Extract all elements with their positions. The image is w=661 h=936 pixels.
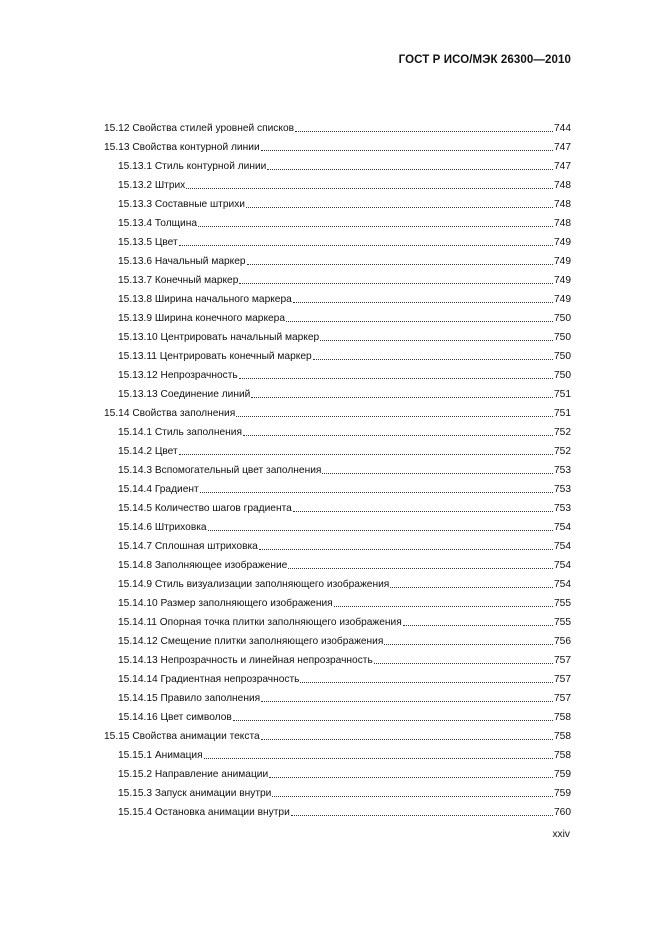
- toc-entry-title: 15.14.2 Цвет: [118, 446, 178, 457]
- toc-entry-page: 753: [554, 503, 571, 514]
- toc-dot-leader: [403, 624, 553, 626]
- toc-entry-page: 755: [554, 617, 571, 628]
- toc-entry-page: 758: [554, 750, 571, 761]
- toc-entry: [104, 781, 571, 800]
- toc-dot-leader: [233, 719, 553, 721]
- toc-dot-leader: [247, 263, 553, 265]
- toc-entry-title: 15.14.14 Градиентная непрозрачность: [118, 674, 300, 685]
- toc-entry-page: 747: [554, 161, 571, 172]
- toc-dot-leader: [186, 187, 553, 189]
- toc-dot-leader: [286, 320, 553, 322]
- toc-entry: [104, 458, 571, 477]
- toc-entry-page: 750: [554, 332, 571, 343]
- toc-dot-leader: [293, 301, 553, 303]
- toc-dot-leader: [390, 586, 553, 588]
- toc-entry: [104, 610, 571, 629]
- toc-dot-leader: [300, 681, 553, 683]
- toc-dot-leader: [261, 149, 553, 151]
- toc-entry: [104, 648, 571, 667]
- toc-entry-title: 15.14.15 Правило заполнения: [118, 693, 261, 704]
- document-header: ГОСТ Р ИСО/МЭК 26300—2010: [398, 54, 571, 66]
- toc-dot-leader: [246, 206, 553, 208]
- toc-entry-title: 15.15.3 Запуск анимации внутри: [118, 788, 272, 799]
- toc-entry-page: 750: [554, 351, 571, 362]
- toc-dot-leader: [251, 396, 553, 398]
- toc-entry-page: 759: [554, 788, 571, 799]
- toc-entry: [104, 306, 571, 325]
- toc-entry: [104, 496, 571, 515]
- toc-dot-leader: [288, 567, 553, 569]
- toc-entry-title: 15.15.2 Направление анимации: [118, 769, 269, 780]
- toc-entry-title: 15.15.1 Анимация: [118, 750, 203, 761]
- toc-entry-title: 15.14.9 Стиль визуализации заполняющего изображения: [118, 579, 390, 590]
- toc-entry-page: 753: [554, 484, 571, 495]
- toc-entry-page: 756: [554, 636, 571, 647]
- toc-dot-leader: [236, 415, 553, 417]
- toc-entry-page: 757: [554, 693, 571, 704]
- toc-entry: [104, 116, 571, 135]
- toc-dot-leader: [239, 282, 553, 284]
- toc-entry-page: 758: [554, 712, 571, 723]
- toc-dot-leader: [291, 814, 553, 816]
- table-of-contents: [104, 116, 571, 819]
- toc-entry: [104, 154, 571, 173]
- toc-entry-title: 15.13.2 Штрих: [118, 180, 186, 191]
- toc-entry: [104, 363, 571, 382]
- toc-entry: [104, 173, 571, 192]
- toc-entry-title: 15.13.13 Соединение линий: [118, 389, 251, 400]
- toc-entry: [104, 591, 571, 610]
- toc-entry-title: 15.13.9 Ширина конечного маркера: [118, 313, 286, 324]
- toc-entry-page: 748: [554, 218, 571, 229]
- toc-dot-leader: [239, 377, 553, 379]
- toc-entry: [104, 287, 571, 306]
- toc-dot-leader: [200, 491, 553, 493]
- toc-entry: [104, 249, 571, 268]
- toc-entry-page: 751: [554, 408, 571, 419]
- toc-entry: [104, 268, 571, 287]
- toc-entry-title: 15.13.12 Непрозрачность: [118, 370, 238, 381]
- toc-dot-leader: [208, 529, 553, 531]
- toc-entry-title: 15.14.13 Непрозрачность и линейная непрозрачность: [118, 655, 373, 666]
- toc-dot-leader: [179, 453, 553, 455]
- toc-entry-page: 757: [554, 674, 571, 685]
- toc-entry: [104, 401, 571, 420]
- toc-entry: [104, 230, 571, 249]
- toc-dot-leader: [293, 510, 553, 512]
- toc-entry-page: 750: [554, 313, 571, 324]
- toc-entry: [104, 629, 571, 648]
- toc-entry-title: 15.13.5 Цвет: [118, 237, 178, 248]
- page-number: xxiv: [552, 829, 570, 840]
- toc-entry-page: 748: [554, 199, 571, 210]
- toc-entry: [104, 800, 571, 819]
- toc-entry-page: 759: [554, 769, 571, 780]
- toc-entry-page: 754: [554, 579, 571, 590]
- toc-entry-page: 752: [554, 427, 571, 438]
- toc-entry-title: 15.15.4 Остановка анимации внутри: [118, 807, 290, 818]
- toc-entry-title: 15.14.8 Заполняющее изображение: [118, 560, 288, 571]
- toc-entry: [104, 553, 571, 572]
- toc-entry-page: 754: [554, 560, 571, 571]
- toc-entry-title: 15.14.3 Вспомогательный цвет заполнения: [118, 465, 322, 476]
- toc-entry-title: 15.14.16 Цвет символов: [118, 712, 232, 723]
- toc-entry: [104, 382, 571, 401]
- toc-entry: [104, 325, 571, 344]
- toc-entry-title: 15.13 Свойства контурной линии: [104, 142, 260, 153]
- toc-dot-leader: [320, 339, 553, 341]
- toc-dot-leader: [204, 757, 553, 759]
- toc-entry: [104, 667, 571, 686]
- toc-dot-leader: [259, 548, 553, 550]
- toc-entry-page: 758: [554, 731, 571, 742]
- toc-entry-title: 15.14.4 Градиент: [118, 484, 199, 495]
- toc-dot-leader: [198, 225, 553, 227]
- toc-entry-title: 15.13.1 Стиль контурной линии: [118, 161, 267, 172]
- toc-entry-title: 15.13.3 Составные штрихи: [118, 199, 245, 210]
- toc-entry-page: 749: [554, 237, 571, 248]
- toc-dot-leader: [384, 643, 553, 645]
- toc-entry-title: 15.14.7 Сплошная штриховка: [118, 541, 258, 552]
- toc-entry: [104, 344, 571, 363]
- toc-entry-title: 15.13.8 Ширина начального маркера: [118, 294, 292, 305]
- toc-dot-leader: [261, 700, 553, 702]
- toc-entry-title: 15.12 Свойства стилей уровней списков: [104, 123, 295, 134]
- toc-entry-title: 15.13.4 Толщина: [118, 218, 197, 229]
- toc-dot-leader: [272, 795, 553, 797]
- toc-entry: [104, 572, 571, 591]
- toc-entry: [104, 192, 571, 211]
- toc-entry: [104, 439, 571, 458]
- toc-entry-page: 749: [554, 275, 571, 286]
- toc-dot-leader: [295, 130, 553, 132]
- toc-entry: [104, 686, 571, 705]
- toc-entry-title: 15.14.1 Стиль заполнения: [118, 427, 242, 438]
- toc-entry-title: 15.13.11 Центрировать конечный маркер: [118, 351, 312, 362]
- toc-entry: [104, 211, 571, 230]
- toc-entry: [104, 705, 571, 724]
- toc-entry-page: 747: [554, 142, 571, 153]
- toc-dot-leader: [267, 168, 553, 170]
- toc-dot-leader: [322, 472, 553, 474]
- toc-entry-page: 753: [554, 465, 571, 476]
- toc-entry: [104, 762, 571, 781]
- toc-entry-page: 749: [554, 294, 571, 305]
- toc-entry-title: 15.13.10 Центрировать начальный маркер: [118, 332, 320, 343]
- toc-entry-page: 752: [554, 446, 571, 457]
- toc-entry-page: 755: [554, 598, 571, 609]
- toc-entry-title: 15.15 Свойства анимации текста: [104, 731, 260, 742]
- toc-entry-title: 15.13.6 Начальный маркер: [118, 256, 246, 267]
- toc-entry-title: 15.13.7 Конечный маркер: [118, 275, 239, 286]
- toc-dot-leader: [261, 738, 553, 740]
- toc-entry-page: 757: [554, 655, 571, 666]
- toc-dot-leader: [179, 244, 553, 246]
- toc-dot-leader: [243, 434, 553, 436]
- toc-entry: [104, 477, 571, 496]
- toc-entry-page: 749: [554, 256, 571, 267]
- toc-entry-page: 744: [554, 123, 571, 134]
- toc-entry: [104, 420, 571, 439]
- toc-entry-title: 15.14.12 Смещение плитки заполняющего изображения: [118, 636, 384, 647]
- toc-dot-leader: [334, 605, 553, 607]
- toc-entry: [104, 724, 571, 743]
- toc-entry-title: 15.14 Свойства заполнения: [104, 408, 236, 419]
- toc-entry-title: 15.14.5 Количество шагов градиента: [118, 503, 292, 514]
- toc-entry-page: 754: [554, 522, 571, 533]
- toc-entry: [104, 135, 571, 154]
- toc-entry-title: 15.14.11 Опорная точка плитки заполняющего изображения: [118, 617, 402, 628]
- toc-entry-page: 760: [554, 807, 571, 818]
- toc-entry-page: 751: [554, 389, 571, 400]
- toc-dot-leader: [374, 662, 553, 664]
- toc-entry-page: 750: [554, 370, 571, 381]
- toc-entry-page: 748: [554, 180, 571, 191]
- toc-entry: [104, 743, 571, 762]
- toc-entry-title: 15.14.6 Штриховка: [118, 522, 207, 533]
- toc-dot-leader: [269, 776, 553, 778]
- toc-entry-title: 15.14.10 Размер заполняющего изображения: [118, 598, 333, 609]
- toc-dot-leader: [313, 358, 553, 360]
- toc-entry: [104, 534, 571, 553]
- toc-entry-page: 754: [554, 541, 571, 552]
- toc-entry: [104, 515, 571, 534]
